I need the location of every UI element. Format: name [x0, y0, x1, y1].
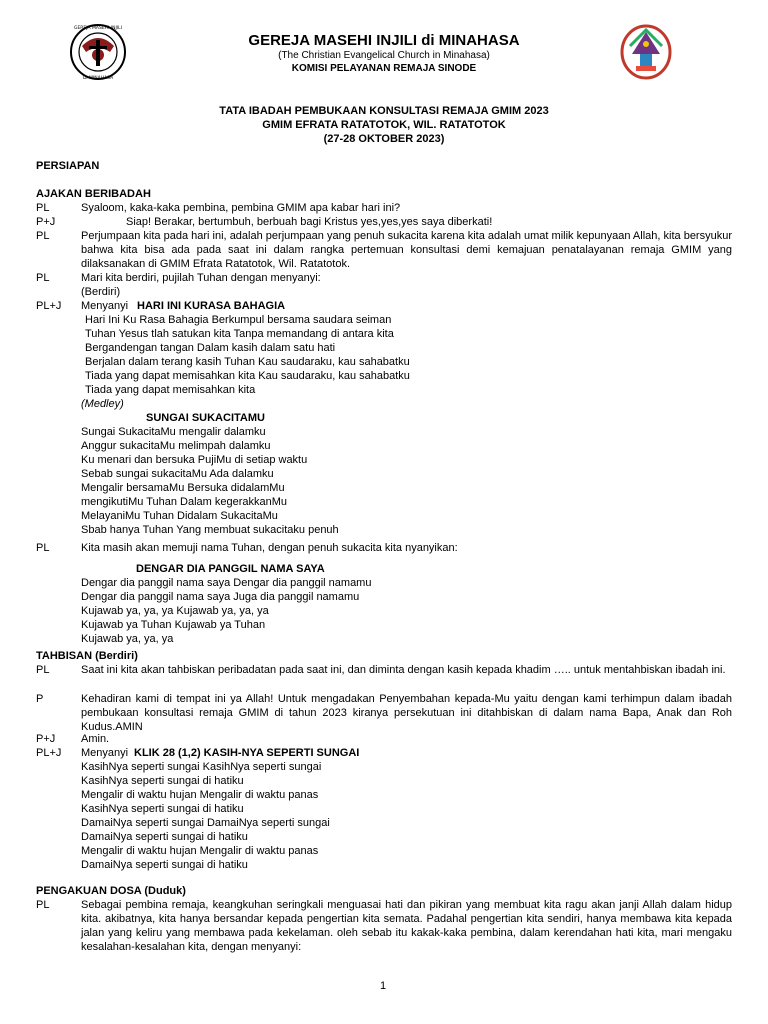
lyric-line: Dengar dia panggil nama saya Dengar dia panggil namamu [81, 577, 372, 589]
lyric-line: Tiada yang dapat memisahkan kita [85, 384, 256, 396]
speaker-label: PL [36, 542, 50, 554]
lyric-line: mengikutiMu Tuhan Dalam kegerakkanMu [81, 496, 288, 508]
ajakan-line-1: Syaloom, kaka-kaka pembina, pembina GMIM apa kabar hari ini? [81, 202, 401, 214]
lyric-line: DamaiNya seperti sungai DamaiNya seperti sungai [81, 817, 330, 829]
lyric-line: Sbab hanya Tuhan Yang membuat sukacitaku penuh [81, 524, 339, 536]
lyric-line: MelayaniMu Tuhan Didalam SukacitaMu [81, 510, 278, 522]
lyric-line: Mengalir bersamaMu Bersuka didalamMu [81, 482, 285, 494]
lyric-line: Sebab sungai sukacitaMu Ada dalamku [81, 468, 274, 480]
lyric-line: Tiada yang dapat memisahkan kita Kau saudaraku, kau sahabatku [85, 370, 410, 382]
lyric-line: Ku menari dan bersuka PujiMu di setiap waktu [81, 454, 308, 466]
lyric-line: Kujawab ya, ya, ya Kujawab ya, ya, ya [81, 605, 269, 617]
doc-title-line3: (27-28 OKTOBER 2023) [323, 133, 445, 145]
song-title-3: DENGAR DIA PANGGIL NAMA SAYA [136, 563, 325, 575]
doc-title-line2: GMIM EFRATA RATATOTOK, WIL. RATATOTOK [262, 119, 506, 131]
ajakan-line-4b: (Berdiri) [81, 286, 121, 298]
lyric-line: KasihNya seperti sungai di hatiku [81, 775, 244, 787]
lyric-line: DamaiNya seperti sungai di hatiku [81, 831, 248, 843]
section-pengakuan: PENGAKUAN DOSA (Duduk) [36, 885, 186, 897]
pengakuan-line-1: Sebagai pembina remaja, keangkuhan seringkali menguasai hati dan pikiran yang membuat kita ragu akan janji Allah dalam hidup kita. akibatnya, kita hanya bersandar kepada pengertian kita semata. Padahal pengertian kita sendiri, hanya membawa kita kepada jalan yang keliru yang membawa pada kekelaman. oleh sebab itu kakak-kaka pembina, dalam kerendahan hati kita, mari mengaku kesalahan-kesalahan kita, dengan menyanyi: [81, 899, 732, 953]
speaker-label: PL [36, 230, 50, 242]
lyric-line: KasihNya seperti sungai KasihNya seperti sungai [81, 761, 322, 773]
page-number: 1 [380, 980, 387, 992]
lyric-line: KasihNya seperti sungai di hatiku [81, 803, 244, 815]
church-name: GEREJA MASEHI INJILI di MINAHASA [248, 32, 520, 49]
lyric-line: Berjalan dalam terang kasih Tuhan Kau saudaraku, kau sahabatku [85, 356, 410, 368]
section-tahbisan: TAHBISAN (Berdiri) [36, 650, 138, 662]
ajakan-line-3: Perjumpaan kita pada hari ini, adalah perjumpaan yang penuh sukacita karena kita adalah umat milik kepunyaan Allah, kita bersyukur bahwa kita bisa ada pada saat ini dalam rangka pertemuan konsultasi demi kemajuan penatalayanan remaja GMIM yang dilaksanakan di GMIM Efrata Ratatotok, Wil. Ratatotok. [81, 230, 732, 270]
speaker-label: P [36, 693, 44, 705]
lyric-line: Kujawab ya, ya, ya [81, 633, 174, 645]
lyric-line: Mengalir di waktu hujan Mengalir di waktu panas [81, 789, 319, 801]
ajakan-line-4: Mari kita berdiri, pujilah Tuhan dengan menyanyi: [81, 272, 321, 284]
lyric-line: Sungai SukacitaMu mengalir dalamku [81, 426, 266, 438]
speaker-label: PL+J [36, 300, 62, 312]
doc-title-line1: TATA IBADAH PEMBUKAAN KONSULTASI REMAJA GMIM 2023 [219, 105, 549, 117]
commission-name: KOMISI PELAYANAN REMAJA SINODE [291, 63, 477, 74]
tahbisan-line-1: Saat ini kita akan tahbiskan peribadatan pada saat ini, dan diminta dengan kasih kepada khadim ….. untuk mentahbiskan ibadah ini. [81, 664, 726, 676]
medley-note: (Medley) [81, 398, 124, 410]
lyric-line: Bergandengan tangan Dalam kasih dalam satu hati [85, 342, 336, 354]
speaker-label: PL [36, 272, 50, 284]
tahbisan-line-3: Amin. [81, 733, 110, 745]
speaker-label: PL [36, 899, 50, 911]
speaker-label: PL+J [36, 747, 62, 759]
song-title-4: KLIK 28 (1,2) KASIH-NYA SEPERTI SUNGAI [134, 747, 360, 759]
lyric-line: Dengar dia panggil nama saya Juga dia panggil namamu [81, 591, 360, 603]
sing-prefix: Menyanyi [81, 747, 129, 759]
song-title-2: SUNGAI SUKACITAMU [146, 412, 265, 424]
svg-text:DI MINAHASA: DI MINAHASA [82, 76, 114, 81]
section-ajakan: AJAKAN BERIBADAH [36, 188, 151, 200]
speaker-label: PL [36, 664, 50, 676]
church-english-name: (The Christian Evangelical Church in Minahasa) [278, 50, 490, 61]
ajakan-line-2: Siap! Berakar, bertumbuh, berbuah bagi Kristus yes,yes,yes saya diberkati! [126, 216, 493, 228]
section-persiapan: PERSIAPAN [36, 160, 100, 172]
lyric-line: DamaiNya seperti sungai di hatiku [81, 859, 248, 871]
lyric-line: Anggur sukacitaMu melimpah dalamku [81, 440, 271, 452]
lyric-line: Hari Ini Ku Rasa Bahagia Berkumpul bersama saudara seiman [85, 314, 392, 326]
svg-text:GEREJA MASEHI INJILI: GEREJA MASEHI INJILI [73, 26, 123, 31]
ajakan-line-5: Kita masih akan memuji nama Tuhan, dengan penuh sukacita kita nyanyikan: [81, 542, 458, 554]
speaker-label: PL [36, 202, 50, 214]
song-title-1: HARI INI KURASA BAHAGIA [137, 300, 286, 312]
speaker-label: P+J [36, 733, 56, 745]
sing-prefix: Menyanyi [81, 300, 129, 312]
lyric-line: Tuhan Yesus tlah satukan kita Tanpa memandang di antara kita [85, 328, 394, 340]
lyric-line: Kujawab ya Tuhan Kujawab ya Tuhan [81, 619, 266, 631]
lyric-line: Mengalir di waktu hujan Mengalir di waktu panas [81, 845, 319, 857]
speaker-label: P+J [36, 216, 56, 228]
tahbisan-line-2: Kehadiran kami di tempat ini ya Allah! Untuk mengadakan Penyembahan kepada-Mu yaitu dengan kami terhimpun dalam ibadah pembukaan konsultasi remaja GMIM di tahun 2023 kiranya persekutuan ini ditahbiskan di dalam nama Bapa, Anak dan Roh Kudus.AMIN [81, 693, 732, 733]
